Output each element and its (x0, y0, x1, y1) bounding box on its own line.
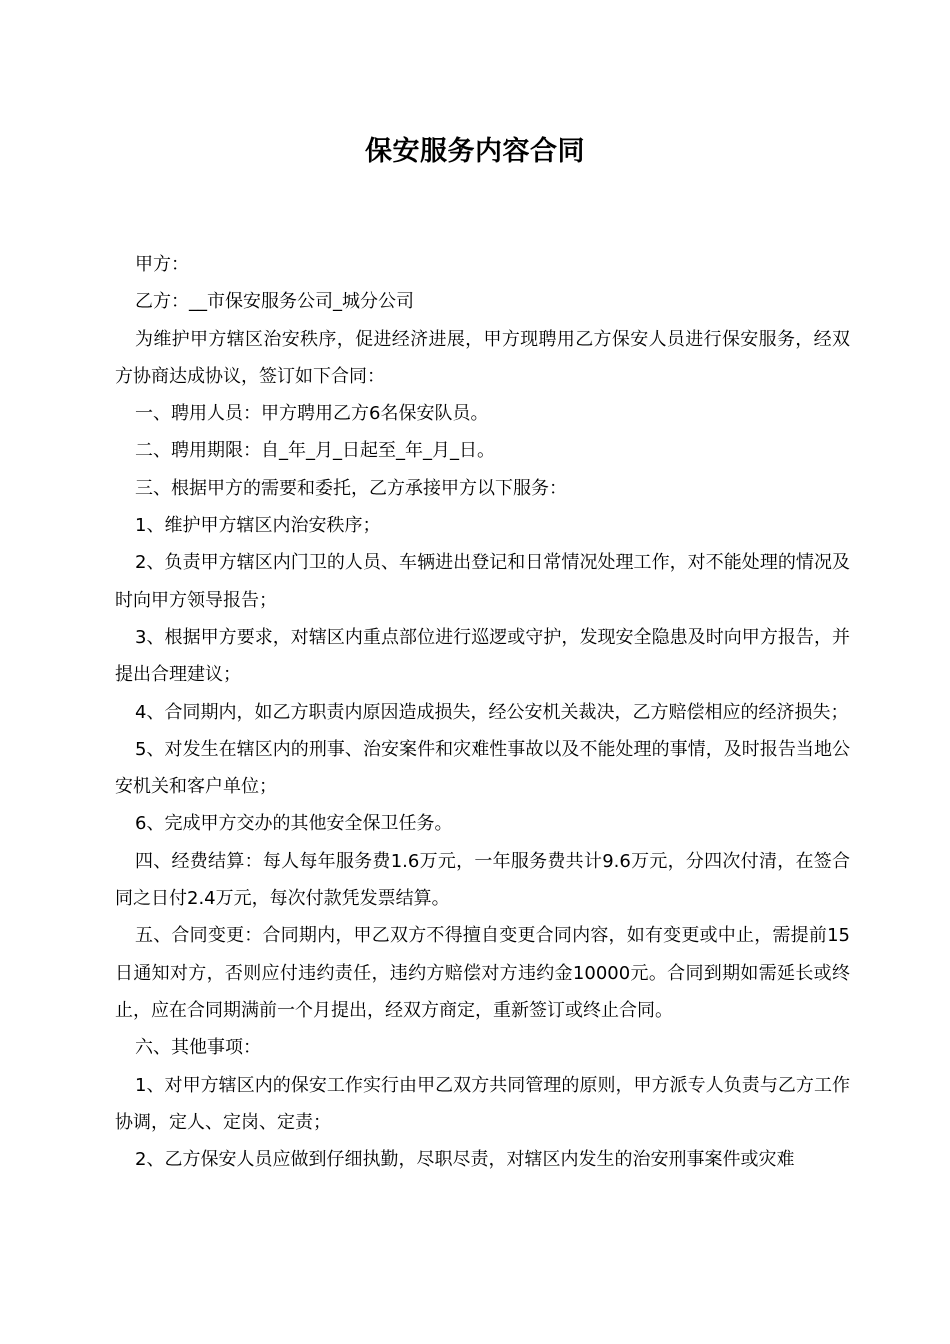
document-title: 保安服务内容合同 (365, 136, 585, 167)
paragraph-clause-1: 一、聘用人员：甲方聘用乙方6名保安队员。 (135, 403, 489, 425)
paragraph-party-b: 乙方：__市保安服务公司_城分公司 (135, 291, 414, 313)
paragraph-service-2: 2、负责甲方辖区内门卫的人员、车辆进出登记和日常情况处理工作，对不能处理的情况及时向甲方领导报告； (115, 552, 850, 611)
paragraph-service-1: 1、维护甲方辖区内治安秩序； (135, 515, 381, 537)
paragraph-other-2: 2、乙方保安人员应做到仔细执勤，尽职尽责，对辖区内发生的治安刑事案件或灾难 (135, 1149, 795, 1171)
paragraph-party-a: 甲方： (135, 254, 189, 275)
paragraph-service-3: 3、根据甲方要求，对辖区内重点部位进行巡逻或守护，发现安全隐患及时向甲方报告，并提出合理建议； (115, 626, 850, 686)
paragraph-clause-4: 四、经费结算：每人每年服务费1.6万元，一年服务费共计9.6万元，分四次付清，在签合同之日付2.4万元，每次付款凭发票结算。 (115, 850, 850, 910)
document-body (115, 246, 850, 1178)
paragraph-clause-2: 二、聘用期限：自_年_月_日起至_年_月_日。 (135, 440, 495, 462)
paragraph-preamble: 为维护甲方辖区治安秩序，促进经济进展，甲方现聘用乙方保安人员进行保安服务，经双方协商达成协议，签订如下合同： (115, 328, 850, 387)
paragraph-service-5: 5、对发生在辖区内的刑事、治安案件和灾难性事故以及不能处理的事情，及时报告当地公安机关和客户单位； (115, 738, 850, 798)
paragraph-clause-6: 六、其他事项： (135, 1037, 261, 1059)
paragraph-service-4: 4、合同期内，如乙方职责内原因造成损失，经公安机关裁决，乙方赔偿相应的经济损失； (135, 701, 849, 723)
paragraph-clause-3: 三、根据甲方的需要和委托，乙方承接甲方以下服务： (135, 477, 567, 499)
paragraph-clause-5: 五、合同变更：合同期内，甲乙双方不得擅自变更合同内容，如有变更或中止，需提前15日通知对方，否则应付违约责任，违约方赔偿对方违约金10000元。合同到期如需延长或终止，应在合同期满前一个月提出，经双方商定，重新签订或终止合同。 (115, 925, 850, 1021)
paragraph-other-1: 1、对甲方辖区内的保安工作实行由甲乙双方共同管理的原则，甲方派专人负责与乙方工作协调，定人、定岗、定责； (115, 1074, 850, 1133)
paragraph-service-6: 6、完成甲方交办的其他安全保卫任务。 (135, 813, 453, 835)
